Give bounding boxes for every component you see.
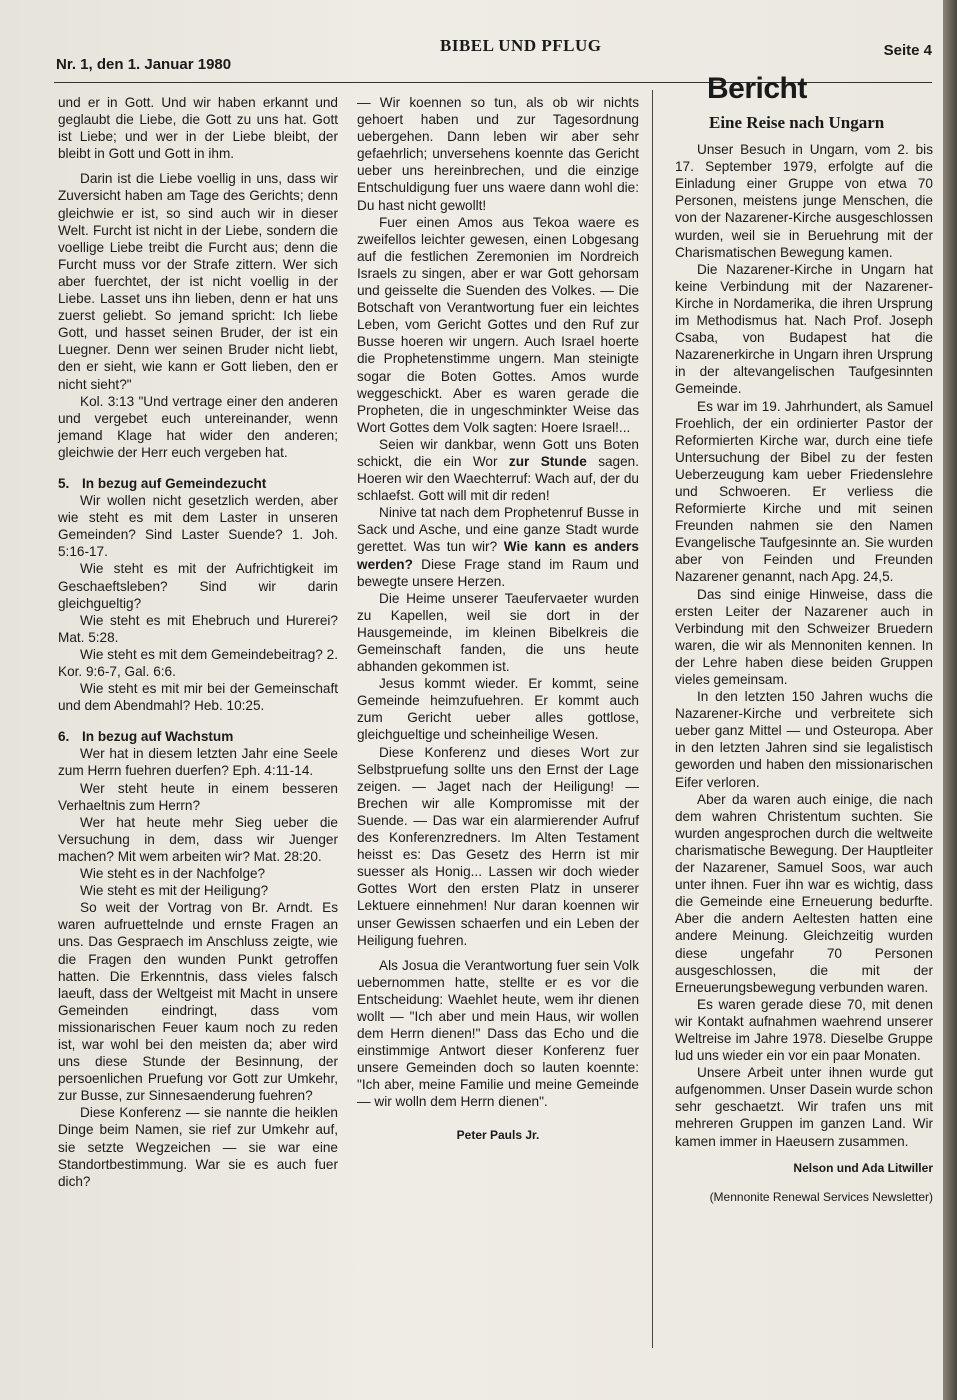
paragraph: Wie steht es mit mir bei der Gemeinschaft und dem Abendmahl? Heb. 10:25. (58, 681, 338, 714)
author-signature: Nelson und Ada Litwiller (793, 1160, 933, 1175)
section-heading-6: 6. In bezug auf Wachstum (58, 729, 234, 745)
paragraph: Als Josua die Verantwortung fuer sein Volk uebernommen hatte, stellte er es vor die Entscheidung: Waehlet heute, wem ihr dienen wollt — "Ich aber und mein Haus, wir wollen dem Herrn dienen!" Dass das Echo und die einstimmige Antwort dieser Konferenz fuer unsere Gemeinden doch so lauten koennte: "Ich aber, meine Familie und meine Gemeinde — wir wolln dem Herrn dienen". (357, 957, 639, 1110)
paragraph: Seien wir dankbar, wenn Gott uns Boten schickt, die ein Wor zur Stunde sagen. Hoeren wir den Waechterruf: Wach auf, der du schlaefst. Gott will mit dir reden! (357, 436, 640, 504)
source-note: (Mennonite Renewal Services Newsletter) (709, 1189, 933, 1204)
paragraph: Die Nazarener-Kirche in Ungarn hat keine Verbindung mit der Nazarener-Kirche in Nordamerika, die ihren Ursprung im Methodismus hat. Nach Prof. Joseph Csaba, von Budapest hat die Nazarenerkirche in Ungarn ihren Ursprung in der altevangelischen Taufgesinnten Gemeinde. (675, 261, 933, 397)
paragraph: und er in Gott. Und wir haben erkannt und geglaubt die Liebe, die Gott zu uns hat. Gott ist Liebe; und wer in der Liebe bleibt, der bleibt in Gott und Gott in ihm. (58, 95, 338, 162)
paragraph: Wer hat in diesem letzten Jahr eine Seele zum Herrn fuehren duerfen? Eph. 4:11-14. (58, 746, 338, 779)
article-heading: Bericht (707, 72, 807, 105)
paragraph: Aber da waren auch einige, die nach dem wahren Christentum suchten. Sie wurden angesprochen durch die weltweite charismatische Bewegung. Der Hauptleiter der Nazarener, Samuel Soos, war auch unter ihnen. Fuer ihn war es wichtig, dass die Gemeinde eine Erneuerung bedurfte. Aber die andern Aeltesten hatten eine andere Meinung. Gleichzeitig wurden diese ungefahr 70 Personen ausgeschlossen, die mit der Erneuerungsbewegung verbunden waren. (675, 791, 933, 995)
issue-date: Nr. 1, den 1. Januar 1980 (56, 56, 232, 73)
paragraph: Das sind einige Hinweise, dass die ersten Leiter der Nazarener auch in Verbindung mit den Schweizer Bruedern waren, die wir als Mennoniten kennen. In der Lehre haben diese beiden Gruppen vieles gemeinsam. (675, 586, 933, 687)
paragraph: Unser Besuch in Ungarn, vom 2. bis 17. September 1979, erfolgte auf die Einladung einer Gruppe von etwa 70 Personen, meistens junge Menschen, die von der Nazarener-Kirche ausgeschlossen wurden, weil sie in Beruehrung mit der Charismatischen Bewegung kamen. (675, 142, 933, 260)
paragraph: Wie steht es in der Nachfolge? (80, 866, 266, 882)
paragraph: Ninive tat nach dem Prophetenruf Busse in Sack und Asche, und eine ganze Stadt wurde gerettet. Was tun wir? Wie kann es anders werden? Diese Frage stand im Raum und bewegte unsere Herzen. (357, 505, 639, 589)
paragraph: Wer steht heute in einem besseren Verhaeltnis zum Herrn? (58, 780, 338, 813)
paragraph: In den letzten 150 Jahren wuchs die Nazarener-Kirche und verbreitete sich ueber ganz Mittel — und Osteuropa. Aber in den letzten Jahren sind sie legalistisch geworden und haben den missionarischen Eifer verloren. (675, 689, 933, 790)
column-3 (675, 72, 933, 1218)
paragraph: Fuer einen Amos aus Tekoa waere es zweifellos leichter gewesen, einen Lobgesang auf die festlichen Zeremonien im Nordreich Israels zu singen, aber er war Gott gehorsam und geisselte die Suenden des Volkes. — Die Botschaft von Verantwortung fuer ein leichtes Leben, vom Gericht Gottes und den Ruf zur Busse hoeren wir ungern. Auch Israel hoerte die Prophetenstimme ungern. Man steinigte sogar die Boten Gottes. Amos wurde weggeschickt. Aber es waren gerade die Propheten, die in ungeschminkter Weise das Wort Gottes dem Volk sagten: Hoere Israel!... (357, 214, 639, 435)
column-1 (58, 94, 338, 1190)
paragraph: Jesus kommt wieder. Er kommt, seine Gemeinde heimzufuehren. Er kommt auch zum Gericht ueber alles gottlose, gleichgueltige und scheinheilige Wesen. (357, 676, 639, 743)
paragraph: Darin ist die Liebe voellig in uns, dass wir Zuversicht haben am Tage des Gerichts; denn gleichwie er ist, so sind auch wir in dieser Welt. Furcht ist nicht in der Liebe, sondern die voellige Liebe treibt die Furcht aus; denn die Furcht muss vor der Strafe zittern. Wer sich aber fuerchtet, der ist nicht voellig in der Liebe. Lasset uns ihn lieben, denn er hat uns zuerst geliebt. So jemand spricht: Ich liebe Gott, und hasset seinen Bruder, der ist ein Luegner. Denn wer seinen Bruder nicht liebt, den er sieht, wie kann er Gott lieben, den er nicht sieht?" (58, 171, 338, 392)
article-subtitle: Eine Reise nach Ungarn (709, 113, 885, 132)
paragraph: — Wir koennen so tun, als ob wir nichts gehoert haben und zur Tagesordnung uebergehen. Dann leben wir aber sehr gefaehrlich; unversehens koennte das Gericht ueber uns hereinbrechen, und die einzige Entschuldigung fuer uns waere dann wohl die: Du hast nicht gewollt! (357, 95, 639, 213)
paragraph: Wie steht es mit dem Gemeindebeitrag? 2. Kor. 9:6-7, Gal. 6:6. (58, 646, 338, 679)
paragraph: Diese Konferenz und dieses Wort zur Selbstpruefung sollte uns den Ernst der Lage zeigen. — Jaget nach der Heiligung! — Brechen wir alle Kompromisse mit der Suende. — Das war ein alarmierender Aufruf des Konferenzredners. Im Alten Testament heisst es: Das Gesetz des Herrn ist mir suesser als Honig... Lassen wir doch wieder Gottes Wort den ersten Platz in unserer Lektuere einnehmen! Nur daran koennen wir unser Gewissen schaerfen und ein Leben der Heiligung fuehren. (357, 744, 639, 948)
column-2 (357, 94, 639, 1156)
column-divider (652, 90, 653, 1348)
page-binding-edge (943, 0, 957, 1400)
page-header (52, 36, 932, 76)
paragraph: Wie steht es mit Ehebruch und Hurerei? Mat. 5:28. (58, 612, 338, 645)
paragraph: Kol. 3:13 "Und vertrage einer den anderen und vergebet euch untereinander, wenn jemand Klage hat wider den anderen; gleichwie der Herr euch vergeben hat. (58, 393, 338, 460)
page-number: Seite 4 (883, 42, 932, 59)
author-signature: Peter Pauls Jr. (456, 1127, 540, 1142)
section-heading-5: 5. In bezug auf Gemeindezucht (58, 475, 267, 491)
paragraph: So weit der Vortrag von Br. Arndt. Es waren aufruettelnde und ernste Fragen an uns. Das Gespraech im Anschluss zeigte, wie die Fragen den wunden Punkt getroffen hatten. Die Erkenntnis, dass vieles falsch laeuft, dass der Weltgeist mit Macht in unsere Gemeinden eindringt, dass vom missionarischen Feuer kaum noch zu reden ist, war wohl bei den meisten da; aber wird uns diese Stunde der Besinnung, der persoenlichen Pruefung vor Gott zur Umkehr, zur Busse, zur Sinnesaenderung fuehren? (58, 900, 338, 1104)
paragraph: Diese Konferenz — sie nannte die heiklen Dinge beim Namen, sie rief zur Umkehr auf, sie setzte Wegzeichen — sie war eine Standortbestimmung. War sie es auch fuer dich? (58, 1105, 338, 1189)
paragraph: Unsere Arbeit unter ihnen wurde gut aufgenommen. Unser Dasein wurde schon sehr geschaetzt. Wir trafen uns mit mehreren Gruppen im ganzen Land. Wir kamen immer in Haeusern zusammen. (675, 1065, 933, 1149)
paragraph: Es war im 19. Jahrhundert, als Samuel Froehlich, der ein ordinierter Pastor der Reformierten Kirche war, durch eine tiefe Untersuchung der Bibel zu der festen Ueberzeugung kam ueber Friedenslehre und Schwoeren. Er verliess die Reformierte Kirche und mit seinen Freunden nahmen sie den Namen Evangelische Taufgesinnte an. Sie wurden aber von Feinden und Freunden Nazarener genannt, nach Apg. 24,5. (675, 398, 933, 585)
paragraph: Es waren gerade diese 70, mit denen wir Kontakt aufnahmen waehrend unserer Weltreise im Jahre 1978. Dieselbe Gruppe lud uns wieder ein vor ein paar Monaten. (675, 996, 933, 1064)
paragraph: Wir wollen nicht gesetzlich werden, aber wie steht es mit dem Laster in unseren Gemeinden? Sind Laster Suende? 1. Joh. 5:16-17. (58, 493, 338, 560)
paragraph: Wie steht es mit der Aufrichtigkeit im Geschaeftsleben? Sind wir darin gleichgueltig? (58, 561, 338, 611)
paragraph: Die Heime unserer Taeufervaeter wurden zu Kapellen, weil sie dort in der Hausgemeinde, im kleinen Bibelkreis die Gemeinschaft fanden, die uns heute abhanden gekommen ist. (357, 590, 639, 675)
paragraph: Wie steht es mit der Heiligung? (80, 883, 269, 899)
publication-title: BIBEL UND PFLUG (440, 36, 602, 55)
paragraph: Wer hat heute mehr Sieg ueber die Versuchung in dem, dass wir Juenger machen? Mit wem arbeiten wir? Mat. 28:20. (58, 814, 338, 864)
